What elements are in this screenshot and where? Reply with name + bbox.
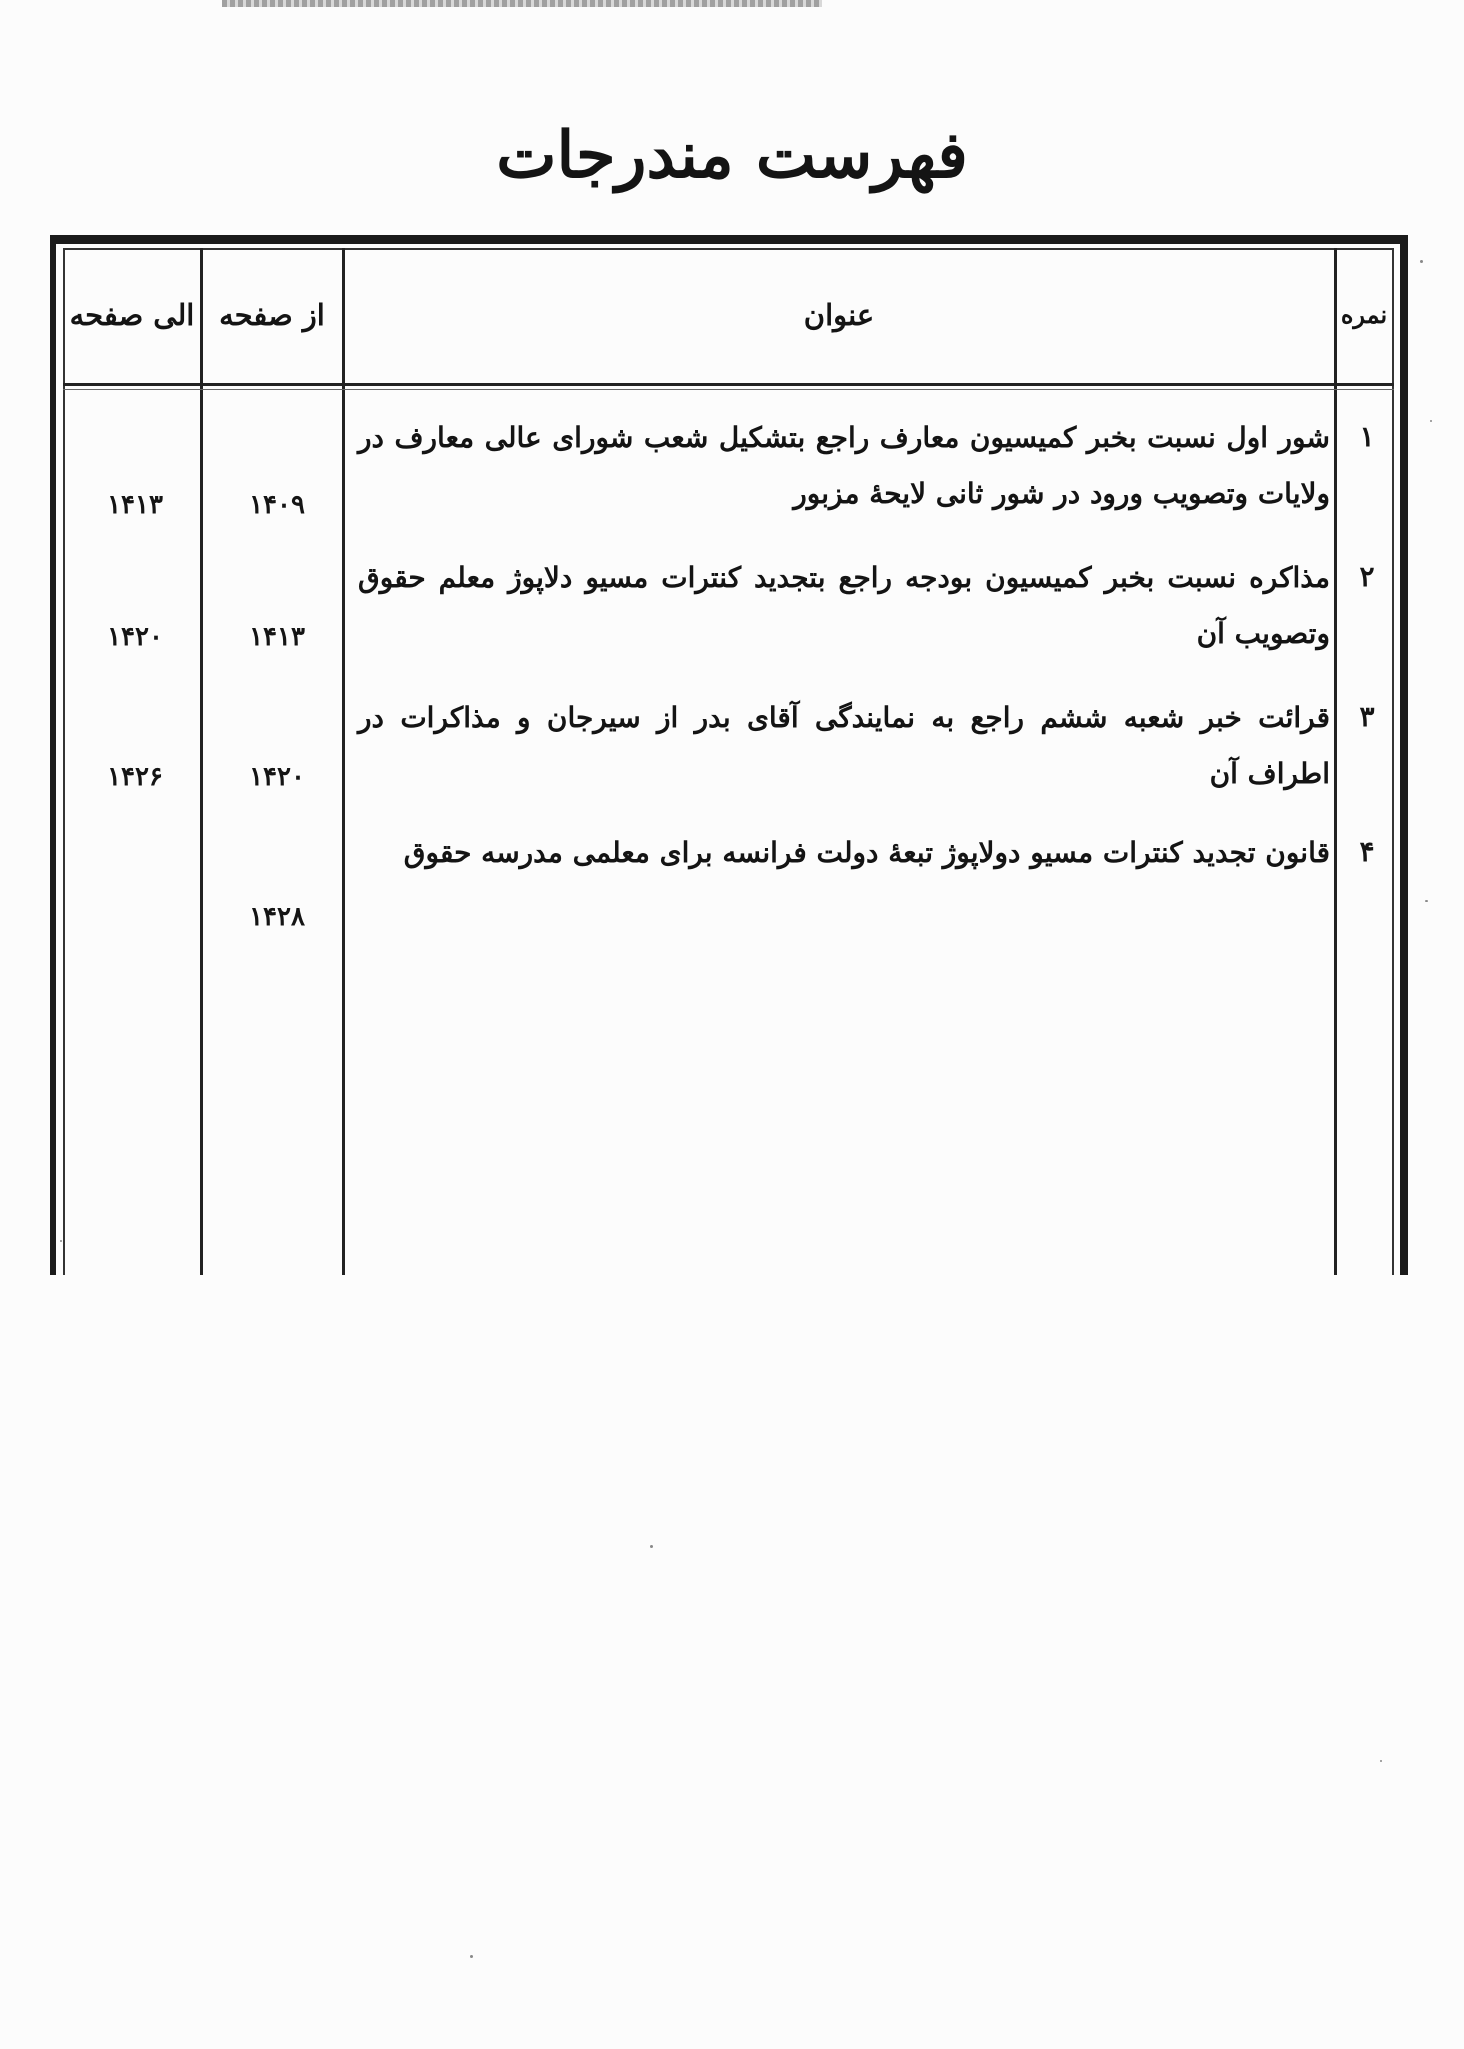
row-subject: قرائت خبر شعبه ششم راجع به نمایندگی آقای بدر از سیرجان و مذاکرات در اطراف آن — [358, 701, 1330, 790]
row-from-page: ۱۴۲۸ — [249, 902, 305, 932]
row-subject: مذاکره نسبت بخبر کمیسیون بودجه راجع بتجدید کنترات مسیو دلاپوژ معلم حقوق وتصویب آن — [358, 561, 1330, 650]
header-separator — [63, 383, 1394, 386]
scan-speck — [1425, 900, 1428, 902]
header-number: نمره — [1340, 300, 1388, 329]
row-subject: شور اول نسبت بخبر کمیسیون معارف راجع بتشکیل شعب شورای عالی معارف در ولایات وتصویب ورود در شور ثانی لایحهٔ مزبور — [358, 421, 1330, 510]
header-to-page: الی صفحه — [69, 298, 195, 332]
row-subject: قانون تجدید کنترات مسیو دولاپوژ تبعهٔ دولت فرانسه برای معلمی مدرسه حقوق — [403, 836, 1330, 869]
scan-speck — [1430, 420, 1432, 422]
row-to-page: ۱۴۲۶ — [107, 762, 163, 792]
header-separator-thin — [63, 389, 1394, 390]
scan-speck — [650, 1545, 653, 1548]
column-divider-number — [1334, 248, 1337, 1275]
column-divider-from-page — [342, 248, 345, 1275]
row-number: ۴ — [1359, 835, 1375, 868]
row-number: ۱ — [1359, 420, 1375, 453]
column-divider-to-page — [200, 248, 203, 1275]
row-to-page: ۱۴۲۰ — [107, 622, 163, 652]
top-edge-rule — [222, 0, 822, 7]
scan-speck — [60, 1240, 62, 1242]
row-from-page: ۱۴۱۳ — [249, 622, 305, 652]
header-from-page: از صفحه — [219, 298, 325, 332]
row-from-page: ۱۴۰۹ — [249, 490, 305, 520]
scan-speck — [1380, 1760, 1382, 1762]
scan-speck — [470, 1955, 473, 1958]
row-number: ۲ — [1359, 560, 1375, 593]
scan-speck — [1420, 260, 1423, 263]
row-to-page: ۱۴۱۳ — [107, 490, 163, 520]
row-number: ۳ — [1359, 700, 1375, 733]
header-subject: عنوان — [803, 298, 875, 332]
row-from-page: ۱۴۲۰ — [249, 762, 305, 792]
page-title: فهرست مندرجات — [496, 118, 968, 193]
